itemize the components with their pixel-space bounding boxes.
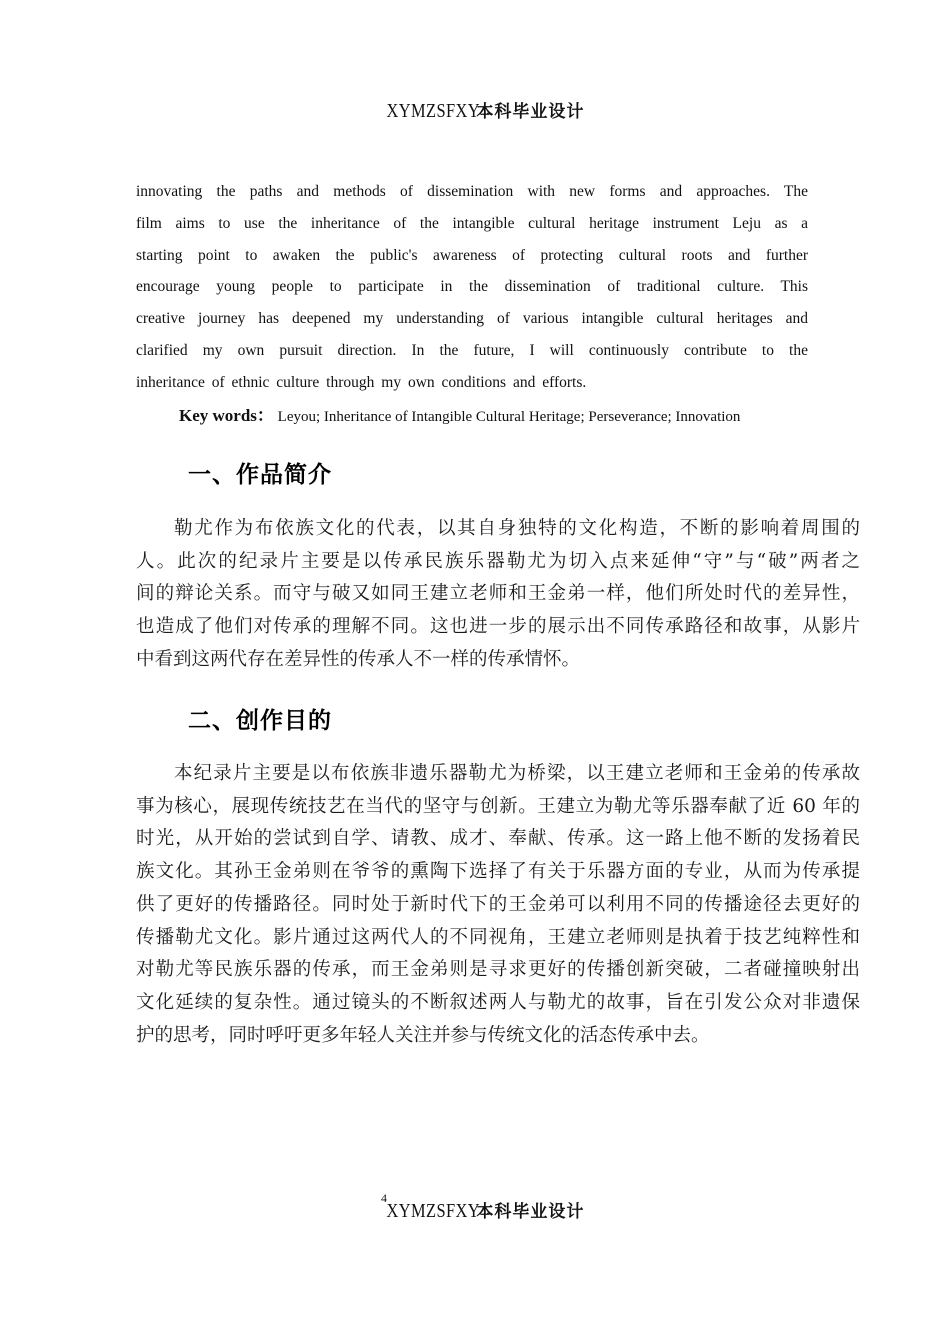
- paragraph-line: 事为核心，展现传统技艺在当代的坚守与创新。王建立为勒尤等乐器奉献了近 60 年的: [136, 795, 860, 817]
- paragraph-line: 间的辩论关系。而守与破又如同王建立老师和王金弟一样，他们所处时代的差异性，: [136, 583, 860, 605]
- paragraph-line: 也造成了他们对传承的理解不同。这也进一步的展示出不同传承路径和故事，从影片: [136, 616, 860, 638]
- paragraph-line: 勒尤作为布依族文化的代表，以其自身独特的文化构造，不断的影响着周围的: [174, 518, 860, 539]
- paragraph-line: 文化延续的复杂性。通过镜头的不断叙述两人与勒尤的故事，旨在引发公众对非遗保: [136, 991, 860, 1013]
- abstract-line: creative journey has deepened my understanding of various intangible cultural heritages and: [136, 310, 808, 328]
- section-heading-introduction: 一、作品简介: [188, 462, 332, 488]
- abstract-line: inheritance of ethnic culture through my own conditions and efforts.: [136, 373, 587, 391]
- paragraph-line: 护的思考，同时呼吁更多年轻人关注并参与传统文化的活态传承中去。: [136, 1024, 710, 1046]
- paragraph-line: 时光，从开始的尝试到自学、请教、成才、奉献、传承。这一路上他不断的发扬着民: [136, 828, 860, 850]
- abstract-line: innovating the paths and methods of dissemination with new forms and approaches. The: [136, 183, 808, 200]
- keywords-label: Key words：: [179, 406, 274, 425]
- abstract-line: starting point to awaken the public's awareness of protecting cultural roots and further: [136, 246, 808, 264]
- running-footer: [0, 1191, 950, 1223]
- paragraph-line: 本纪录片主要是以布依族非遗乐器勒尤为桥梁，以王建立老师和王金弟的传承故: [174, 763, 860, 784]
- abstract-line: film aims to use the inheritance of the intangible cultural heritage instrument Leju as a: [136, 214, 808, 232]
- paragraph-line: 人。此次的纪录片主要是以传承民族乐器勒尤为切入点来延伸“守”与“破”两者之: [136, 550, 860, 572]
- running-header: [0, 97, 950, 123]
- paragraph-line: 传播勒尤文化。影片通过这两代人的不同视角，王建立老师则是执着于技艺纯粹性和: [136, 926, 860, 948]
- paragraph-line: 族文化。其孙王金弟则在爷爷的熏陶下选择了有关于乐器方面的专业，从而为传承提: [136, 861, 860, 883]
- header-school-code: XYMZSFXY: [386, 100, 480, 122]
- keywords-list: Leyou; Inheritance of Intangible Cultural Heritage; Perseverance; Innovation: [277, 409, 741, 425]
- section-paragraph-introduction: [136, 513, 860, 677]
- paragraph-line: 对勒尤等民族乐器的传承，而王金弟则是寻求更好的传播创新突破，二者碰撞映射出: [136, 959, 860, 981]
- abstract-line: clarified my own pursuit direction. In the future, I will continuously contribute to the: [136, 341, 808, 359]
- section-heading-purpose: 二、创作目的: [188, 708, 332, 734]
- page-number: 4: [381, 1191, 387, 1205]
- paragraph-line: 中看到这两代存在差异性的传承人不一样的传承情怀。: [136, 648, 581, 670]
- section-paragraph-purpose: [136, 758, 860, 1052]
- keywords: [179, 401, 819, 426]
- paragraph-line: 供了更好的传播路径。同时处于新时代下的王金弟可以利用不同的传播途径去更好的: [136, 893, 860, 915]
- english-abstract: [136, 176, 808, 399]
- footer-school-code: XYMZSFXY: [386, 1200, 480, 1222]
- footer-title: 本科毕业设计: [476, 1202, 585, 1222]
- abstract-line: encourage young people to participate in the dissemination of traditional culture. This: [136, 278, 808, 296]
- header-title: 本科毕业设计: [476, 102, 585, 122]
